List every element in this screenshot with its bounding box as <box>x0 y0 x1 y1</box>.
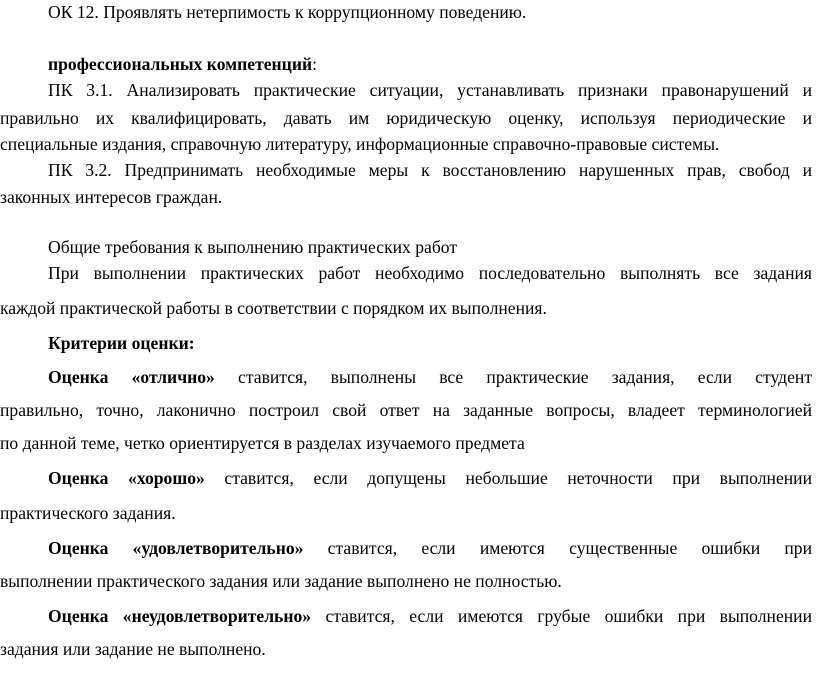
general-requirements-line-1: При выполнении практических работ необходимо последовательно выполнять все задания <box>48 263 812 283</box>
prof-heading-colon: : <box>312 54 317 74</box>
good-label: Оценка «хорошо» <box>48 468 205 488</box>
satisfactory-line-1-rest: ставится, если имеются существенные ошибки при <box>303 538 812 558</box>
unsatisfactory-line-1 <box>48 605 812 627</box>
excellent-label: Оценка «отлично» <box>48 367 215 387</box>
excellent-line-1 <box>48 366 812 388</box>
pk31-line-1: ПК 3.1. Анализировать практические ситуации, устанавливать признаки правонарушений и <box>48 80 812 100</box>
excellent-line-2: правильно, точно, лаконично построил свой ответ на заданные вопросы, владеет терминологией <box>0 400 812 420</box>
unsatisfactory-line-1-rest: ставится, если имеются грубые ошибки при выполнении <box>311 606 812 626</box>
good-line-1-rest: ставится, если допущены небольшие неточности при выполнении <box>204 468 812 488</box>
criteria-heading: Критерии оценки: <box>48 333 195 353</box>
pk32-line-2: законных интересов граждан. <box>0 187 223 207</box>
excellent-line-1-rest: ставится, выполнены все практические задания, если студент <box>214 367 812 387</box>
ok12-line: ОК 12. Проявлять нетерпимость к коррупционному поведению. <box>48 2 527 22</box>
good-line-2: практического задания. <box>0 503 176 523</box>
excellent-line-3: по данной теме, четко ориентируется в разделах изучаемого предмета <box>0 433 525 453</box>
pk31-line-3: специальные издания, справочную литературу, информационные справочно-правовые системы. <box>0 134 720 154</box>
prof-competencies-heading <box>48 53 812 75</box>
general-requirements-title: Общие требования к выполнению практических работ <box>48 237 458 257</box>
good-line-1 <box>48 467 812 489</box>
unsatisfactory-label: Оценка «неудовлетворительно» <box>48 606 312 626</box>
pk32-line-1: ПК 3.2. Предпринимать необходимые меры к восстановлению нарушенных прав, свобод и <box>48 160 812 180</box>
prof-heading-text: профессиональных компетенций <box>48 54 313 74</box>
satisfactory-label: Оценка «удовлетворительно» <box>48 538 304 558</box>
satisfactory-line-1 <box>48 537 812 559</box>
satisfactory-line-2: выполнении практического задания или задание выполнено не полностью. <box>0 571 562 591</box>
pk31-line-2: правильно их квалифицировать, давать им юридическую оценку, используя периодические и <box>0 108 812 128</box>
unsatisfactory-line-2: задания или задание не выполнено. <box>0 639 266 659</box>
general-requirements-line-2: каждой практической работы в соответствии с порядком их выполнения. <box>0 298 547 318</box>
